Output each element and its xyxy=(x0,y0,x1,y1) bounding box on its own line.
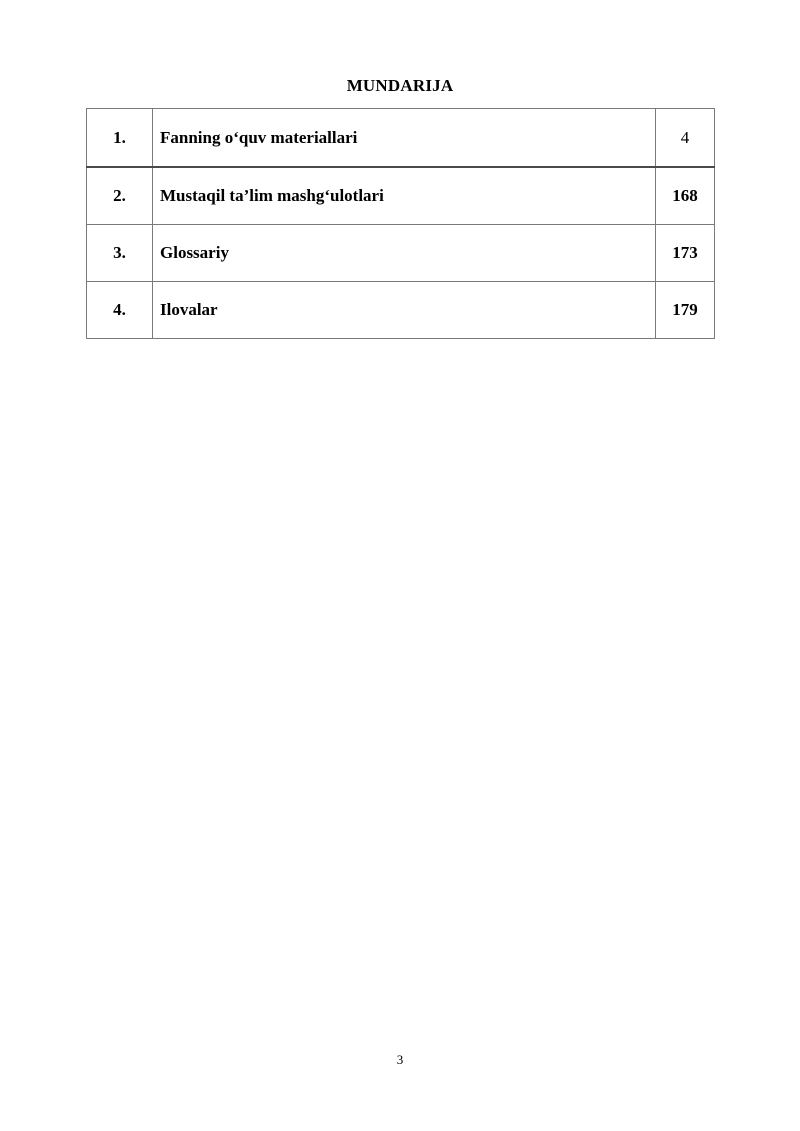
toc-label: Glossariy xyxy=(153,225,656,282)
toc-label: Ilovalar xyxy=(153,282,656,339)
toc-row xyxy=(87,109,715,168)
toc-label: Fanning o‘quv materiallari xyxy=(153,109,656,168)
toc-number: 2. xyxy=(87,167,153,225)
table-of-contents xyxy=(86,108,715,339)
toc-number: 1. xyxy=(87,109,153,168)
toc-row xyxy=(87,282,715,339)
toc-page: 4 xyxy=(656,109,715,168)
toc-number: 4. xyxy=(87,282,153,339)
toc-label: Mustaqil ta’lim mashg‘ulotlari xyxy=(153,167,656,225)
page-number: 3 xyxy=(396,1052,404,1067)
toc-page: 168 xyxy=(656,167,715,225)
toc-row xyxy=(87,225,715,282)
toc-page: 179 xyxy=(656,282,715,339)
toc-row xyxy=(87,167,715,225)
page-title: MUNDARIJA xyxy=(346,76,454,95)
toc-page: 173 xyxy=(656,225,715,282)
toc-number: 3. xyxy=(87,225,153,282)
